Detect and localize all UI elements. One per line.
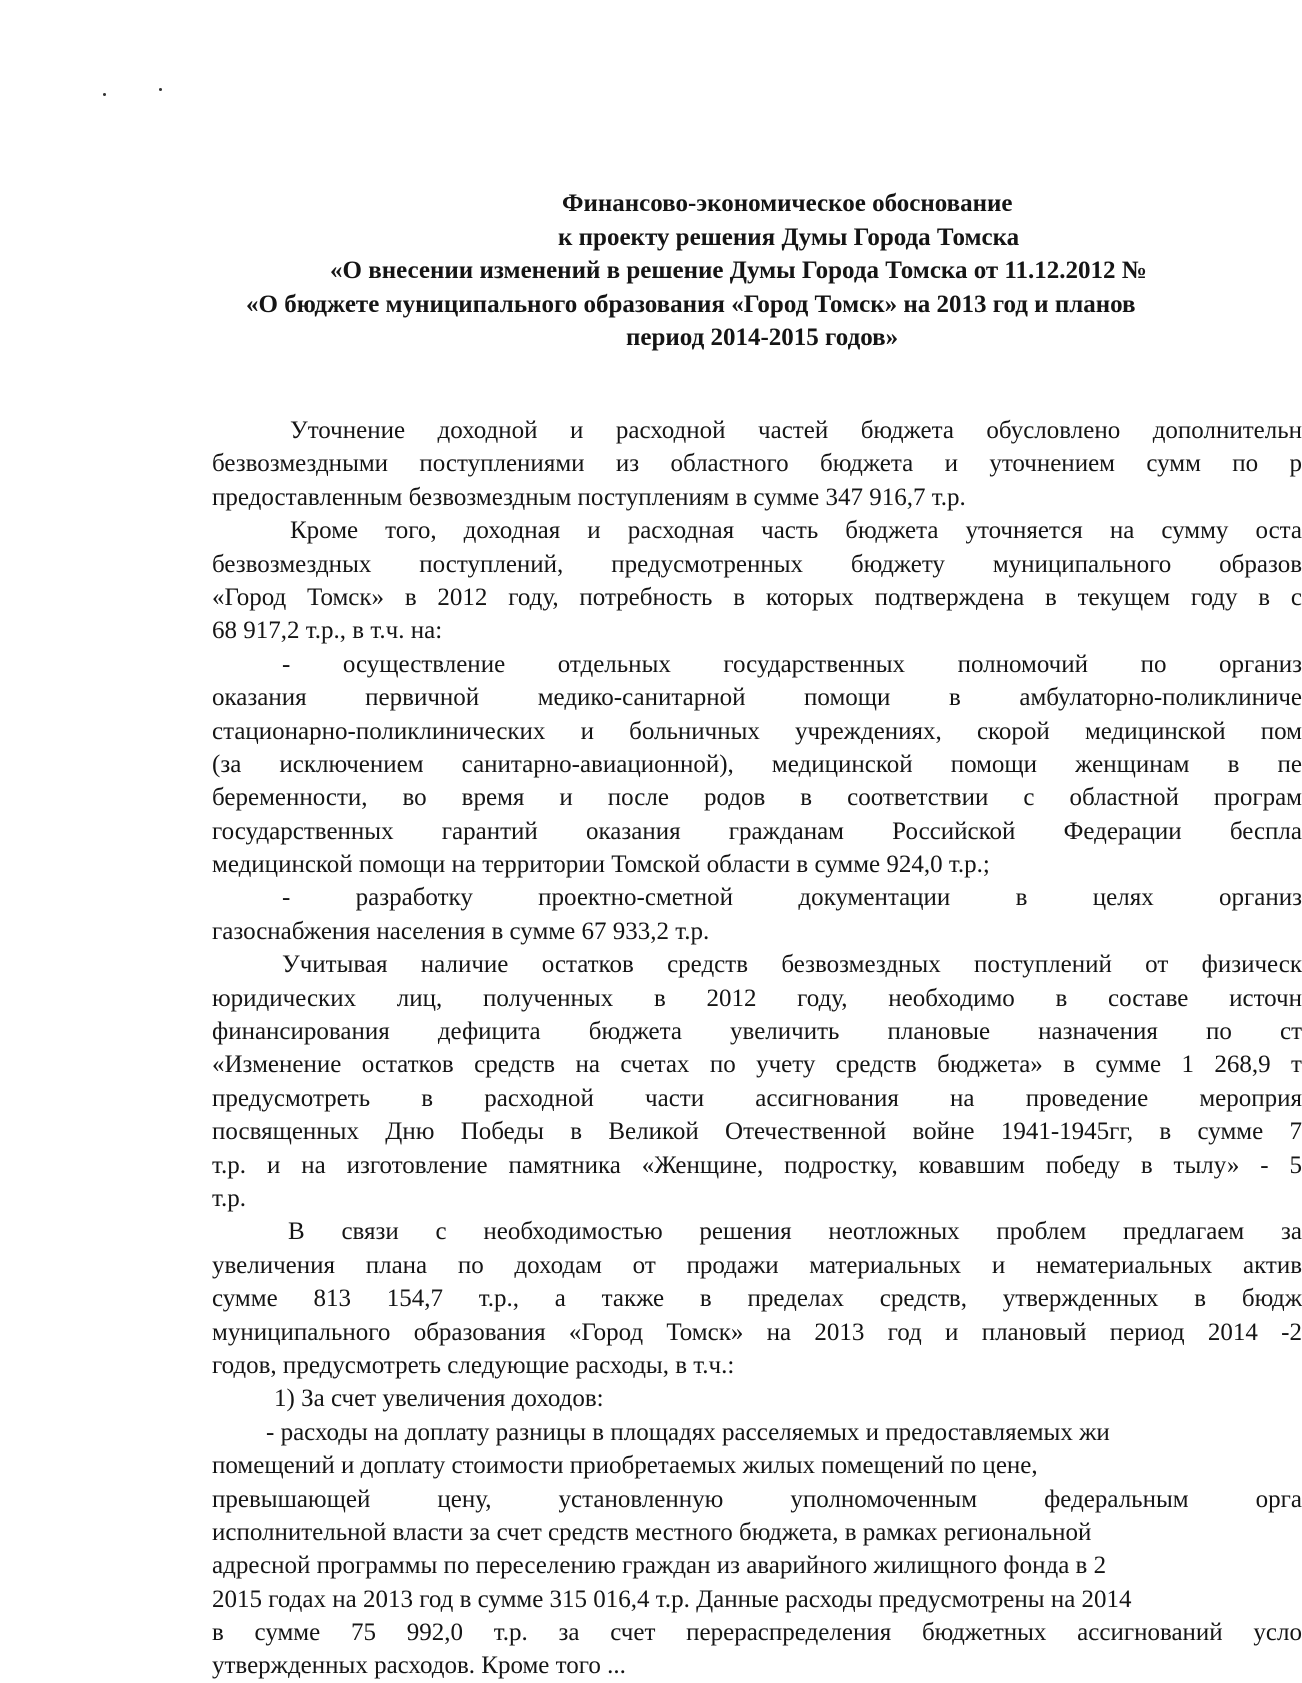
body-line: В связи с необходимостью решения неотложных проблем предлагаем за	[288, 1218, 1302, 1246]
body-line: предусмотреть в расходной части ассигнования на проведение мероприя	[212, 1084, 1302, 1112]
body-line: сумме 813 154,7 т.р., а также в пределах средств, утвержденных в бюдж	[212, 1285, 1302, 1313]
body-line: государственных гарантий оказания гражданам Российской Федерации беспла	[212, 817, 1302, 845]
body-line: Уточнение доходной и расходной частей бюджета обусловлено дополнительн	[290, 417, 1302, 444]
body-line: посвященных Дню Победы в Великой Отечественной войне 1941-1945гг, в сумме 7	[212, 1118, 1302, 1146]
body-line: исполнительной власти за счет средств местного бюджета, в рамках региональной	[212, 1518, 1092, 1546]
body-line: «Изменение остатков средств на счетах по учету средств бюджета» в сумме 1 268,9 т	[212, 1051, 1302, 1079]
document-title-line-5: период 2014-2015 годов»	[626, 324, 899, 351]
body-line: Кроме того, доходная и расходная часть бюджета уточняется на сумму оста	[290, 517, 1302, 545]
body-line: т.р. и на изготовление памятника «Женщине, подростку, ковавшим победу в тылу» - 5	[212, 1151, 1302, 1179]
body-line: «Город Томск» в 2012 году, потребность в которых подтверждена в текущем году в с	[212, 583, 1302, 611]
body-line: газоснабжения населения в сумме 67 933,2 т.р.	[212, 917, 710, 945]
body-line: финансирования дефицита бюджета увеличить плановые назначения по ст	[212, 1018, 1302, 1046]
body-line: - расходы на доплату разницы в площадях расселяемых и предоставляемых жи	[266, 1418, 1110, 1446]
document-title-line-1: Финансово-экономическое обоснование	[562, 190, 1013, 217]
body-line: предоставленным безвозмездным поступлениям в сумме 347 916,7 т.р.	[212, 483, 966, 511]
body-line: в сумме 75 992,0 т.р. за счет перераспределения бюджетных ассигнований усло	[212, 1619, 1302, 1647]
body-line: юридических лиц, полученных в 2012 году, необходимо в составе источн	[212, 984, 1302, 1012]
body-line: т.р.	[212, 1184, 247, 1212]
body-line: оказания первичной медико-санитарной помощи в амбулаторно-поликлиниче	[212, 684, 1302, 712]
body-line: увеличения плана по доходам от продажи материальных и нематериальных актив	[212, 1251, 1302, 1279]
body-line: 1) За счет увеличения доходов:	[274, 1385, 604, 1413]
body-line: 68 917,2 т.р., в т.ч. на:	[212, 617, 443, 645]
body-line: муниципального образования «Город Томск» на 2013 год и плановый период 2014 -2	[212, 1318, 1302, 1346]
body-line: адресной программы по переселению граждан из аварийного жилищного фонда в 2	[212, 1552, 1107, 1580]
document-body	[212, 414, 1302, 1683]
body-line: годов, предусмотреть следующие расходы, в т.ч.:	[212, 1351, 735, 1379]
body-line: - разработку проектно-сметной документации в целях организ	[282, 884, 1302, 912]
body-line: стационарно-поликлинических и больничных учреждениях, скорой медицинской пом	[212, 717, 1302, 745]
document-title-line-4: «О бюджете муниципального образования «Город Томск» на 2013 год и планов	[246, 291, 1136, 318]
body-line: безвозмездными поступлениями из областного бюджета и уточнением сумм по р	[212, 450, 1302, 478]
scan-speck	[159, 88, 162, 91]
document-title-line-3: «О внесении изменений в решение Думы Города Томска от 11.12.2012 №	[330, 257, 1147, 284]
body-line: помещений и доплату стоимости приобретаемых жилых помещений по цене,	[212, 1452, 1038, 1480]
document-title-line-2: к проекту решения Думы Города Томска	[558, 224, 1020, 251]
body-line: безвозмездных поступлений, предусмотренных бюджету муниципального образов	[212, 550, 1302, 578]
body-line: превышающей цену, установленную уполномоченным федеральным орга	[212, 1485, 1302, 1513]
body-line: (за исключением санитарно-авиационной), медицинской помощи женщинам в пе	[212, 750, 1302, 778]
body-line: 2015 годах на 2013 год в сумме 315 016,4 т.р. Данные расходы предусмотрены на 2014	[212, 1585, 1132, 1613]
body-line: утвержденных расходов. Кроме того ...	[212, 1652, 626, 1680]
body-line: беременности, во время и после родов в соответствии с областной програм	[212, 784, 1302, 812]
body-line: Учитывая наличие остатков средств безвозмездных поступлений от физическ	[282, 951, 1302, 979]
body-line: медицинской помощи на территории Томской области в сумме 924,0 т.р.;	[212, 851, 990, 879]
body-line: - осуществление отдельных государственных полномочий по организ	[282, 650, 1302, 678]
scan-speck	[103, 93, 106, 96]
